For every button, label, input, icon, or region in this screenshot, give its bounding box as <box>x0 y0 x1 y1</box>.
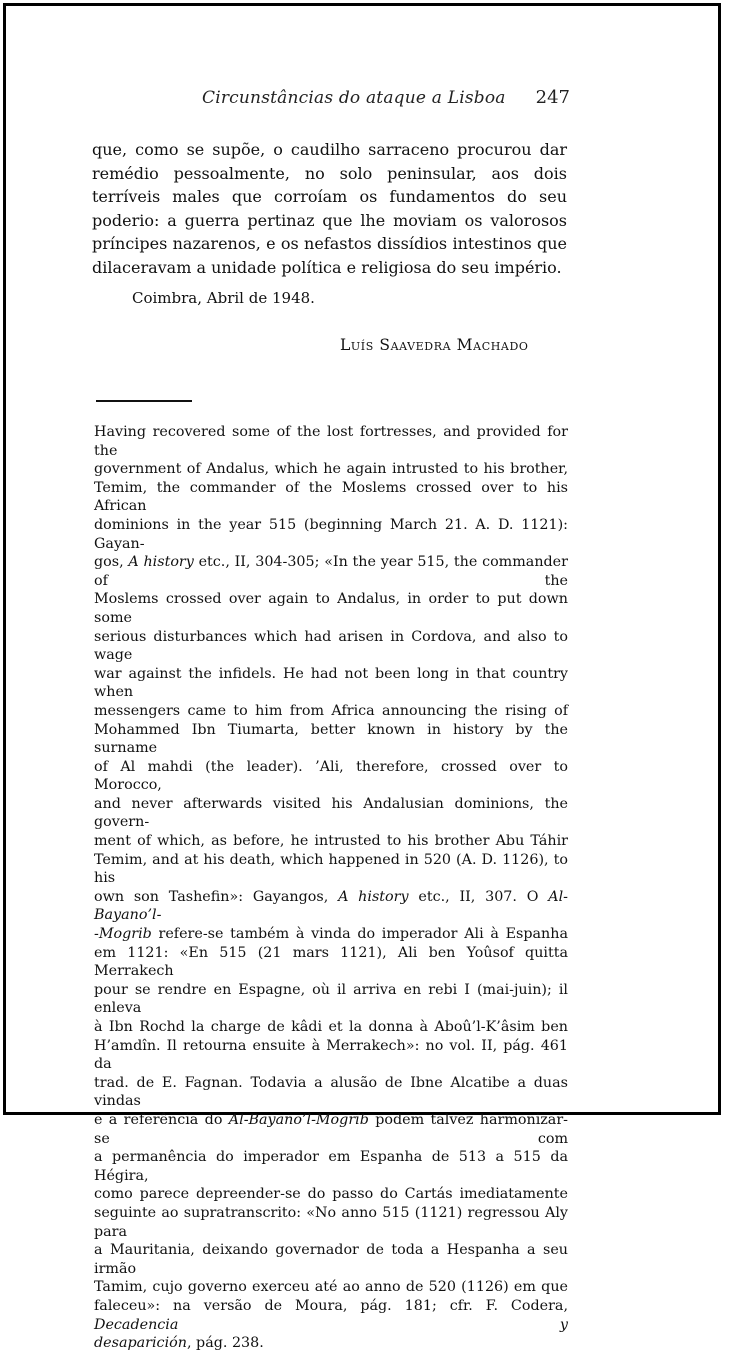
footnote-line <box>94 1018 568 1037</box>
footnote-line <box>94 981 568 1018</box>
footnote-text-run: A history <box>128 554 194 571</box>
footnote-text-run: -Mogrib <box>94 926 152 943</box>
footnote-line <box>94 1185 568 1204</box>
footnote-line <box>94 1037 568 1074</box>
footnote-text-run: refere-se também à vinda do imperador Ali à Espanha <box>151 926 568 943</box>
footnote-text-run: war against the infidels. He had not been long in that country when <box>94 665 568 701</box>
footnote-text-run: serious disturbances which had arisen in Cordova, and also to wage <box>94 628 568 664</box>
footnote-line <box>94 851 568 888</box>
footnote-line <box>94 1297 568 1334</box>
footnote-text-run: trad. de E. Fagnan. Todavia a alusão de Ibne Alcatibe a duas vindas <box>94 1074 568 1110</box>
footnote-line <box>94 1334 568 1353</box>
footnote-text-run: Al-Bayano’l- <box>94 888 568 924</box>
footnote-line <box>94 460 568 479</box>
footnote-line <box>94 516 568 553</box>
footnote-line <box>94 1278 568 1297</box>
footnote-text-run: e a referência do <box>94 1111 229 1128</box>
running-title: Circunstâncias do ataque a Lisboa <box>202 88 506 108</box>
footnote-text-run: Having recovered some of the lost fortresses, and provided for the <box>94 424 568 459</box>
footnote-text-run: Mohammed Ibn Tiumarta, better known in history by the surname <box>94 721 568 757</box>
footnote-text-run: own son Tashefin»: Gayangos, <box>94 888 339 905</box>
footnote-text-run: , pág. 238. <box>186 1335 264 1352</box>
footnote-text-run: Al-Bayano’l-Mogrib <box>228 1111 369 1128</box>
footnote-text-run: messengers came to him from Africa announcing the rising of <box>94 702 568 719</box>
footnote-line <box>94 1204 568 1241</box>
footnote-rule <box>96 400 192 402</box>
footnote-text-run: and never afterwards visited his Andalusian dominions, the govern- <box>94 795 568 831</box>
footnote-text-run: Temim, and at his death, which happened in 520 (A. D. 1126), to his <box>94 851 568 887</box>
footnote-text-run: podem talvez harmonizar-se com <box>94 1111 569 1147</box>
footnote-text-run: em 1121: «En 515 (21 mars 1121), Ali ben Yoûsof quitta Merrakech <box>94 944 568 980</box>
footnote-text-run: pour se rendre en Espagne, où il arriva en rebi I (mai-juin); il enleva <box>94 981 568 1017</box>
footnote-line <box>94 1148 568 1185</box>
footnote-line <box>94 479 568 516</box>
footnote-text-run: desaparición <box>94 1335 187 1352</box>
footnote-text-run: government of Andalus, which he again intrusted to his brother, <box>94 461 568 478</box>
footnote-text-run: H’amdîn. Il retourna ensuite à Merrakech»: no vol. II, pág. 461 da <box>94 1037 568 1073</box>
footnote-line <box>94 944 568 981</box>
footnote-line <box>94 888 568 925</box>
footnote-line <box>94 553 568 590</box>
footnote-line <box>94 590 568 627</box>
page-number: 247 <box>535 87 570 108</box>
footnote-text-run: Decadencia y <box>94 1316 568 1333</box>
footnote-line <box>94 665 568 702</box>
footnote-line <box>94 628 568 665</box>
footnote-text-run: Moslems crossed over again to Andalus, in order to put down some <box>94 591 568 626</box>
author-signature: Luís Saavedra Machado <box>340 336 529 354</box>
footnote-text-run: faleceu»: na versão de Moura, pág. 181; cfr. F. Codera, <box>94 1297 568 1314</box>
main-paragraph <box>92 138 567 279</box>
footnote-text-run: A history <box>338 888 409 905</box>
footnote-text-run: of Al mahdi (the leader). ’Ali, therefore, crossed over to Morocco, <box>94 758 568 794</box>
footnote-text-run: a permanência do imperador em Espanha de 513 a 515 da Hégira, <box>94 1149 568 1184</box>
footnote-text-run: etc., II, 307. O <box>408 888 549 905</box>
footnote-text-run: seguinte ao supratranscrito: «No anno 515 (1121) regressou Aly para <box>94 1204 568 1240</box>
footnote-line <box>94 1074 568 1111</box>
footnote-text-run: gos, <box>94 554 129 571</box>
footnote-text-run: à Ibn Rochd la charge de kâdi et la donna à Aboû’l-K’âsim ben <box>94 1019 568 1035</box>
footnote-line <box>94 758 568 795</box>
footnote-text-run: Temim, the commander of the Moslems crossed over to his African <box>94 479 568 515</box>
footnote-text-run: dominions in the year 515 (beginning March 21. A. D. 1121): Gayan- <box>94 516 568 552</box>
paragraph-text: que, como se supõe, o caudilho sarraceno procurou dar remédio pessoalmente, no solo peninsular, aos dois terríveis males que corroíam os fundamentos do seu poderio: a guerra pertinaz que lhe moviam os valorosos príncipes nazarenos, e os nefastos dissídios intestinos que dilaceravam a unidade política e religiosa do seu império. <box>92 140 567 277</box>
footnote-line <box>94 795 568 832</box>
footnote-line <box>94 702 568 721</box>
footnote-text-run: Tamim, cujo governo exerceu até ao anno de 520 (1126) em que <box>94 1279 568 1296</box>
footnote-line <box>94 1241 568 1278</box>
footnote-line <box>94 832 568 851</box>
date-line: Coimbra, Abril de 1948. <box>132 289 315 307</box>
footnote-text-run: ment of which, as before, he intrusted to his brother Abu Táhir <box>94 833 568 850</box>
footnote-line <box>94 721 568 758</box>
footnote-line <box>94 423 568 460</box>
footnote-line <box>94 1111 568 1148</box>
footnote-text-run: como parece depreender-se do passo do Cartás imediatamente <box>94 1186 568 1203</box>
footnote-text-run: etc., II, 304-305; «In the year 515, the commander of the <box>94 554 568 589</box>
footnote-line <box>94 925 568 944</box>
footnote-text-run: a Mauritania, deixando governador de toda a Hespanha a seu irmão <box>94 1242 568 1277</box>
footnote <box>94 423 568 1353</box>
